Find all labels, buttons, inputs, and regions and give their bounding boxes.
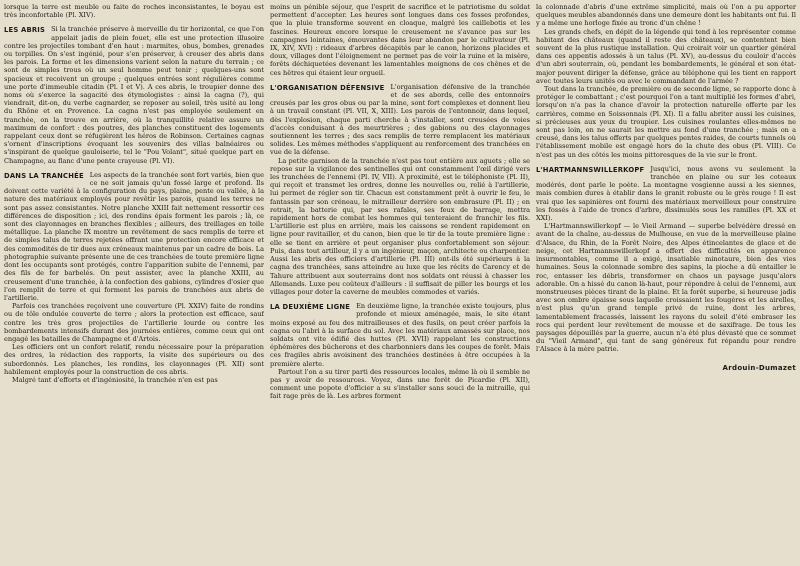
section-deuxieme-ligne	[270, 302, 530, 368]
paragraph: Les officiers ont un confort relatif, rendu nécessaire pour la préparation des ordres, la rédaction des rapports, la visite des supérieurs ou des subordonnés. Les planches, les rondins, les clayonnages (Pl. XII) sont habilement employés pour la construction de ces abris.	[4, 343, 264, 376]
section-heading-hartmannswillerkopf: L'HARTMANNSWILLERKOPF	[536, 165, 645, 174]
paragraph: L'organisation défensive de la tranchée et de ses abords, celle des entonnoirs creusés par les gros obus ou par la mine, sont fort complexes et donnent lieu à un travail constant (Pl. VII, X, XIII). Les parois de l'entonnoir, dans lequel, dès l'explosion, chaque parti cherche à s'installer, sont creusées de voies d'accès conduisant à des meurtrières ; des gabions ou des clayonnages soutiennent les terres ; des sacs remplis de terre remplacent les matériaux solides. Les mêmes méthodes s'appliquent au renforcement des tranchées en vue de la défense.	[270, 82, 530, 157]
paragraph: Parfois ces tranchées reçoivent une couverture (Pl. XXIV) faite de rondins ou de tôle ondulée couverte de terre ; alors la protection est efficace, sauf contre les très gros projectiles de l'artillerie lourde ou contre les bombardements intensifs durant des journées entières, comme ceux qui ont engagé les batailles de Champagne et d'Artois.	[4, 302, 264, 343]
paragraph: Partout l'on a su tirer parti des ressources locales, même là où il semble ne pas y avoir de ressources. Voyez, dans une forêt de Picardie (Pl. XII), comment une popote d'officier a su s'installer sans souci de la mitraille, qui fait rage près de là. Les arbres forment	[270, 367, 530, 401]
section-heading-tranchee: DANS LA TRANCHÉE	[4, 171, 84, 180]
section-heading-abris: LES ABRIS	[4, 26, 46, 35]
paragraph: Si la tranchée préserve à merveille du tir horizontal, ce que l'on appelait jadis de plein fouet, elle est une protection illusoire contre les projectiles tombant d'en haut : marmites, obus, bombes, grenades ou torpilles. On s'est ingénié, pour s'en préserver, à creuser des abris dans les parois. La forme et les dimensions varient selon la nature du terrain ; ce sont de simples trous où un seul homme peut tenir ; quelques-uns sont spacieux et recoivent un groupe ; quelques entrées sont régulières comme une porte d'immeuble citadin (Pl. I et V). A ces abris, le troupier donne des noms où s'exerce la sagacité des étymologistes : ainsi la cagna (?), qui viendrait, dit-on, du verbe cagnarder, se reposer au soleil, très usité au long du Rhône et en Provence. La cagna n'est pas employée seulement en tranchée, on la trouve en arrière, où la tranquillité relative assure un maximum de confort : des poutres, des planches constituent des logements rappelant ceux dont se réfugièrent les héros de Robinson. Certaines cagnas s'ornent d'inscriptions évoquant les souvenirs des villas balnéaires ou s'inspirant de quelque gauloiserie, tel le "Pou Volant", situé quelque part en Champagne, au flanc d'une pente crayeuse (Pl. VI).	[4, 25, 264, 165]
section-tranchee	[4, 171, 264, 302]
column-2	[270, 3, 530, 564]
column-3	[536, 3, 796, 564]
paragraph: Malgré tant d'efforts et d'ingéniosité, la tranchée n'en est pas	[12, 375, 218, 384]
paragraph: moins un pénible séjour, que l'esprit de sacrifice et le patriotisme du soldat permettent d'accepter. Les heures sont longues dans ces fosses profondes, que la pluie transforme souvent en cloaque, malgré les caillebotis et les fascines. Heureux encore lorsque le creusement ne s'avance pas sur les campagnes lointaines, émouvantes dans leur abandon par le cultivateur (Pl. IX, XIV, XVI) : rideaux d'arbres décapités par le canon, horizons placides et doux, villages dont l'éloignement ne permet pas de voir la ruine et la misère, forêts déchiquetées devenant les lamentables moignons de ces chênes et de ces hêtres qui étaient leur orgueil.	[270, 3, 530, 77]
section-organisation	[270, 83, 530, 157]
column-1	[4, 3, 264, 564]
paragraph: Les aspects de la tranchée sont fort variés, bien que ce ne soit jamais qu'un fossé large et profond. Ils doivent cette variété à la configuration du pays, plaine, pente ou vallée, à la nature des matériaux employés pour revêtir les parois, quand les terres ne sont pas assez consistantes. Notre planche XXIII fait nettement ressortir ces différences de disposition ; ici, des rondins épais forment les parois ; là, ce sont des clayonnages en branches flexibles ; ailleurs, des treillages en toile métallique. La planche IX montre un revêtement de sacs remplis de terre et de simples talus de terres rejetées offrant une protection encore efficace et des commodités de tir dues aux créneaux maintenus par un cadre de bois. La photographie suivante présente une de ces tranchées de toute première ligne dont les occupants sont protégés, contre l'apparition subite de l'ennemi, par des fils de fer barbelés. On peut assister, avec la planche XXIII, au creusement d'une tranchée, à la confection des gabions, cylindres d'osier que l'on remplit de terre et qui forment les parois de tranchées aux abris de l'artillerie.	[4, 170, 264, 302]
section-heading-deuxieme-ligne: LA DEUXIÈME LIGNE	[270, 303, 351, 312]
section-abris	[4, 25, 264, 164]
section-hartmannswillerkopf	[536, 165, 796, 222]
section-heading-organisation: L'ORGANISATION DÉFENSIVE	[270, 83, 385, 92]
author-signature: Ardouin-Dumazet	[722, 363, 796, 372]
paragraph: La petite garnison de la tranchée n'est pas tout entière aux aguets ; elle se repose sur la vigilance des sentinelles qui ont constamment l'œil dirigé vers les tranchées de l'ennemi (Pl. IV, VII). A proximité, est le téléphoniste (Pl. II), qui reçoit et transmet les ordres, donne les nouvelles ou, relié à l'artillerie, lui permet de régler son tir. Chacun est constamment prêt à ouvrir le feu, le fantassin par son créneau, le mitrailleur derrière son embrasure (Pl. II) ; en retrait, la batterie qui, par ses rafales, ses feux de barrage, mettra rapidement hors de combat les hommes qui tenteraient de franchir les fils. L'artillerie est plus en arrière, mais les caissons se rendent rapidement en ligne pour ravitailler, et du canon, bien que le tir de la toute première ligne : elle se tient en arrière et peut organiser plus confortablement son séjour. Puis, dans tout artilleur, il y a un ingénieur, maçon, architecte ou charpentier. Aussi les abris des officiers d'artillerie (Pl. III) ont-ils été supérieurs à la cagna des tranchées, sans atteindre au luxe que les récits de Carency et de Tahure attribuent aux souterrains dont nos soldats ont réussi à chasser les Allemands. Luxe peu coûteux d'ailleurs : il suffisait de piller les bourgs et les villages pour doter la caverne de meubles commodes et variés.	[270, 156, 530, 296]
paragraph: L'Hartmannswillerkopf — le Vieil Armand — superbe belvédère dressé en avant de la chaîne, au-dessus de Mulhouse, en vue de la merveilleuse plaine d'Alsace, du Rhin, de la Forêt Noire, des Alpes étincelantes de glace et de neige, cet Hartmannswillerkopf a offert des difficultés en apparence insurmontables, comme il a exigé, insatiable minotaure, bien des vies humaines. Sous la colonnade sombre des sapins, la pioche a dû entailler le roc, entasser les débris, transformer en chaos un paysage jusqu'alors adorable. On a hissé du canon là-haut, pour répondre à celui de l'ennemi, aux monstrueuses pièces tirant de la plaine. Et la forêt superbe, si heureuse jadis avec son ombre épaisse sous laquelle croissaient les fougères et les airelles, n'est plus qu'un grand temple privé de ruine, dont les arbres, lamentablement fracassés, laissent les rayons du soleil d'été embraser les rocs qui perdent leur revêtement de mousse et de saxifrage. De tous les paysages dépouillés par la guerre, aucun n'a été plus dévasté que ce sommet du "Vieil Armand", qui tant de sang généreux fut répandu pour rendre l'Alsace à la mère patrie.	[536, 222, 796, 354]
paragraph: Tout dans la tranchée, de première ou de seconde ligne, se rapporte donc à protéger le combattant ; c'est pourquoi l'on a tant multiplié les formes d'abri, lorsqu'on n'a pas la chance d'avoir la protection naturelle offerte par les carrières, comme en Soissonnais (Pl. XI). Il a fallu abriter aussi les cuisines, si précieuses aux yeux du troupier. Les cuisines roulantes elles-mêmes ne sont pas loin, on ne saurait les mettre au fond d'une tranchée ; mais on a creusé, dans les talus offerts par quelques pentes raides, de courts tunnels où l'établissement mobile est engagé hors de la chute des obus (Pl. VIII). Ce n'est pas un des côtés les moins pittoresques de la vie sur le front.	[536, 85, 796, 159]
paragraph: Jusqu'ici, nous avons vu seulement la tranchée en plaine ou sur les coteaux modérés, dont parle le poète. La montagne vosgienne aussi a les siennes, mais combien dures à établir dans le granit robuste ou le grès rouge ! Il est vrai que les sapinières ont fourni des matériaux merveilleux pour construire les fossés à l'aide de troncs d'arbre, dissimulés sous les ramilles (Pl. XX et XXI).	[536, 164, 796, 223]
paragraph: la colonnade d'abris d'une extrême simplicité, mais où l'on a pu apporter quelques meubles abandonnés dans une demeure dont les habitants ont fui. Il y a même une horloge fixée au tronc d'un chêne !	[536, 3, 796, 28]
paragraph: Les grands chefs, en dépit de la légende qui tend à les représenter comme habitant des châteaux (quand il reste des châteaux), se contentent bien souvent de la plus rustique installation. Qui croirait voir un quartier général dans ces appentis adossés à un talus (Pl. XV), au-dessus du couloir d'accès d'un abri souterrain, où, pendant les bombardements, le général et son état-major peuvent diriger la défense, grâce au téléphone qui les tient en rapport avec toutes leurs unités ou avec le commandant de l'armée ?	[536, 27, 796, 85]
paragraph: En deuxième ligne, la tranchée existe toujours, plus profonde et mieux aménagée, mais, le site étant moins exposé au feu des mitrailleuses et des fusils, on peut créer parfois la cagna ou l'abri à la surface du sol. Avec les matériaux amassés sur place, nos soldats ont vite édifié des huttes (Pl. XVII) rappelant les constructions éphémères des bûcherons et des charbonniers dans les coupes de forêt. Mais ces fragiles abris avoisinent des tranchées destinées à être occupées à la première alerte.	[270, 302, 530, 368]
paragraph: lorsque la terre est meuble ou faite de roches inconsistantes, le boyau est très inconfortable (Pl. XIV).	[4, 3, 264, 20]
